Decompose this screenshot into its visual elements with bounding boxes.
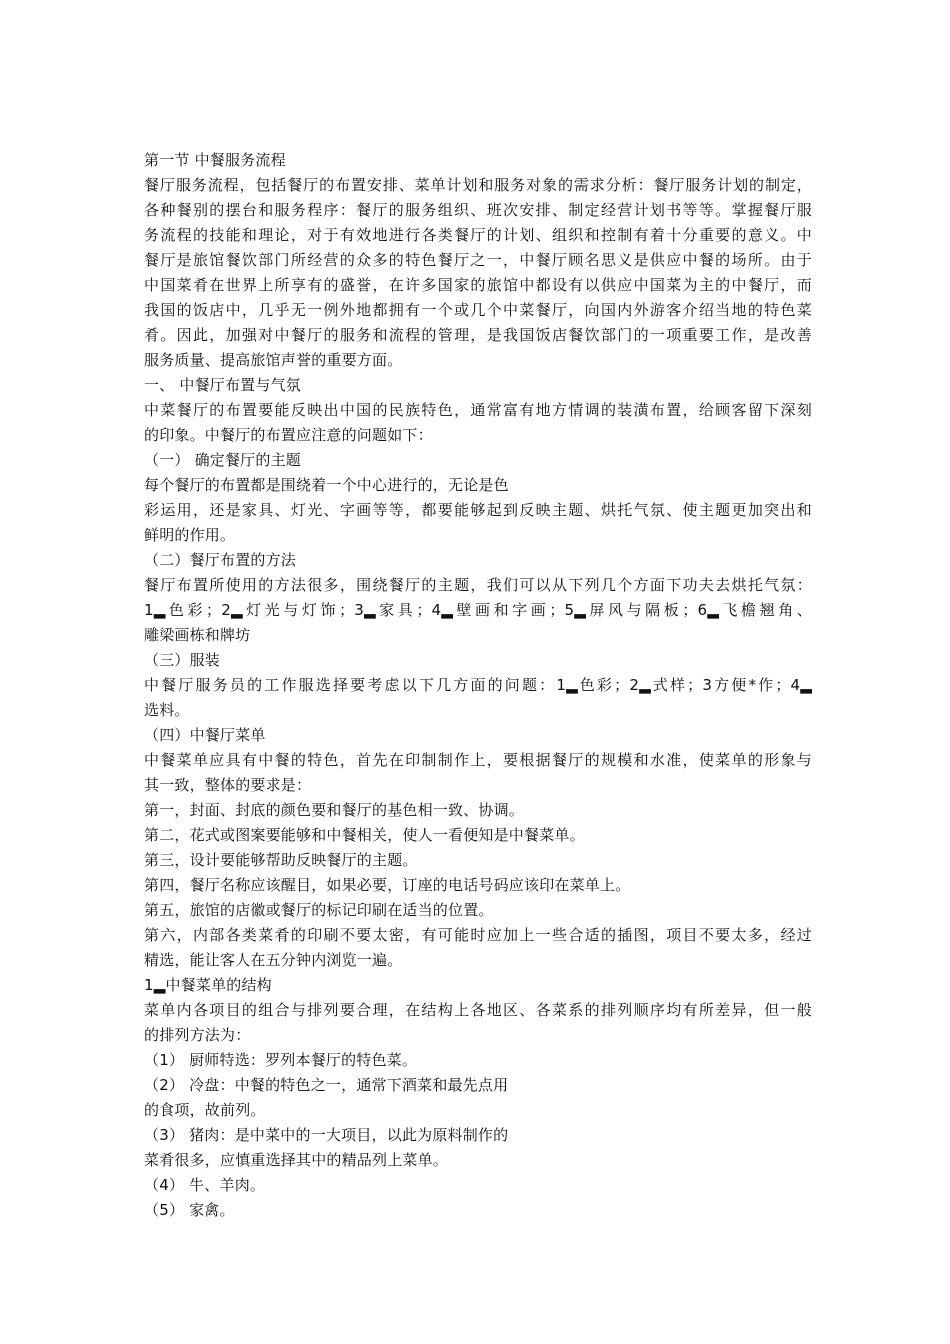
list-line: （5） 家禽。 — [144, 1201, 235, 1219]
document-page — [144, 148, 812, 1223]
paragraph-line: 菜单内各项目的组合与排列要合理，在结构上各地区、各菜系的排列顺序均有所差异，但一般 — [144, 1001, 812, 1019]
subsection-heading: 一、 中餐厅布置与气氛 — [144, 376, 301, 394]
paragraph-line: 我国的饭店中，几乎无一例外地都拥有一个或几个中菜餐厅，向国内外游客介绍当地的特色菜 — [144, 301, 812, 319]
subsection-heading: （三）服装 — [144, 651, 221, 669]
list-line: 精选，能让客人在五分钟内浏览一遍。 — [144, 951, 403, 969]
subsection-heading: （一） 确定餐厅的主题 — [144, 451, 301, 469]
paragraph-line: 中餐菜单应具有中餐的特色，首先在印制制作上，要根据餐厅的规模和水准，使菜单的形象与 — [144, 751, 812, 769]
list-line: 菜肴很多，应慎重选择其中的精品列上菜单。 — [144, 1151, 449, 1169]
list-line: （4） 牛、羊肉。 — [144, 1176, 266, 1194]
paragraph-line: 餐厅是旅馆餐饮部门所经营的众多的特色餐厅之一，中餐厅顾名思义是供应中餐的场所。由于 — [144, 251, 812, 269]
subsection-heading: （二）餐厅布置的方法 — [144, 551, 297, 569]
paragraph-line: 餐厅服务流程，包括餐厅的布置安排、菜单计划和服务对象的需求分析：餐厅服务计划的制定， — [144, 176, 812, 194]
subsection-heading: （四）中餐厅菜单 — [144, 726, 266, 744]
list-line: （3） 猪肉：是中菜中的一大项目，以此为原料制作的 — [144, 1126, 509, 1144]
list-line: 第五，旅馆的店徽或餐厅的标记印刷在适当的位置。 — [144, 901, 494, 919]
list-line: 第三，设计要能够帮助反映餐厅的主题。 — [144, 851, 418, 869]
paragraph-line: 选料。 — [144, 701, 190, 719]
list-line: （2） 冷盘：中餐的特色之一，通常下酒菜和最先点用 — [144, 1076, 509, 1094]
paragraph-line: 鲜明的作用。 — [144, 526, 236, 544]
subsection-heading: 1▂中餐菜单的结构 — [144, 976, 272, 994]
paragraph-line: 中菜餐厅的布置要能反映出中国的民族特色，通常富有地方情调的装潢布置，给顾客留下深刻 — [144, 401, 812, 419]
list-line: 第一，封面、封底的颜色要和餐厅的基色相一致、协调。 — [144, 801, 525, 819]
paragraph-line: 餐厅布置所使用的方法很多，围绕餐厅的主题，我们可以从下列几个方面下功夫去烘托气氛： — [144, 576, 812, 594]
list-line: 第四，餐厅名称应该醒目，如果必要，订座的电话号码应该印在菜单上。 — [144, 876, 631, 894]
paragraph-line: 的印象。中餐厅的布置应注意的问题如下： — [144, 426, 433, 444]
paragraph-line: 服务质量、提高旅馆声誉的重要方面。 — [144, 351, 403, 369]
paragraph-line: 中国菜肴在世界上所享有的盛誉，在许多国家的旅馆中都设有以供应中国菜为主的中餐厅，而 — [144, 276, 812, 294]
paragraph-line: 各种餐别的摆台和服务程序：餐厅的服务组织、班次安排、制定经营计划书等等。掌握餐厅服 — [144, 201, 812, 219]
list-line: 1▂色彩；2▂灯光与灯饰；3▂家具；4▂壁画和字画；5▂屏风与隔板；6▂飞檐翘角、 — [144, 601, 812, 619]
paragraph-line: 中餐厅服务员的工作服选择要考虑以下几方面的问题：1▂色彩；2▂式样；3方便*作；4▂ — [144, 676, 812, 694]
paragraph-line: 的排列方法为： — [144, 1026, 251, 1044]
section-title: 第一节 中餐服务流程 — [144, 151, 286, 169]
list-line: 第六，内部各类菜肴的印刷不要太密，有可能时应加上一些合适的插图，项目不要太多，经过 — [144, 926, 812, 944]
paragraph-line: 彩运用，还是家具、灯光、字画等等，都要能够起到反映主题、烘托气氛、使主题更加突出和 — [144, 501, 812, 519]
paragraph-line: 肴。因此，加强对中餐厅的服务和流程的管理，是我国饭店餐饮部门的一项重要工作，是改善 — [144, 326, 812, 344]
paragraph-line: 每个餐厅的布置都是围绕着一个中心进行的，无论是色 — [144, 476, 509, 494]
paragraph-line: 务流程的技能和理论，对于有效地进行各类餐厅的计划、组织和控制有着十分重要的意义。中 — [144, 226, 812, 244]
list-line: （1） 厨师特选：罗列本餐厅的特色菜。 — [144, 1051, 418, 1069]
list-line: 第二，花式或图案要能够和中餐相关，使人一看便知是中餐菜单。 — [144, 826, 585, 844]
paragraph-line: 其一致，整体的要求是： — [144, 776, 312, 794]
list-line: 雕梁画栋和牌坊 — [144, 626, 251, 644]
list-line: 的食项，故前列。 — [144, 1101, 266, 1119]
